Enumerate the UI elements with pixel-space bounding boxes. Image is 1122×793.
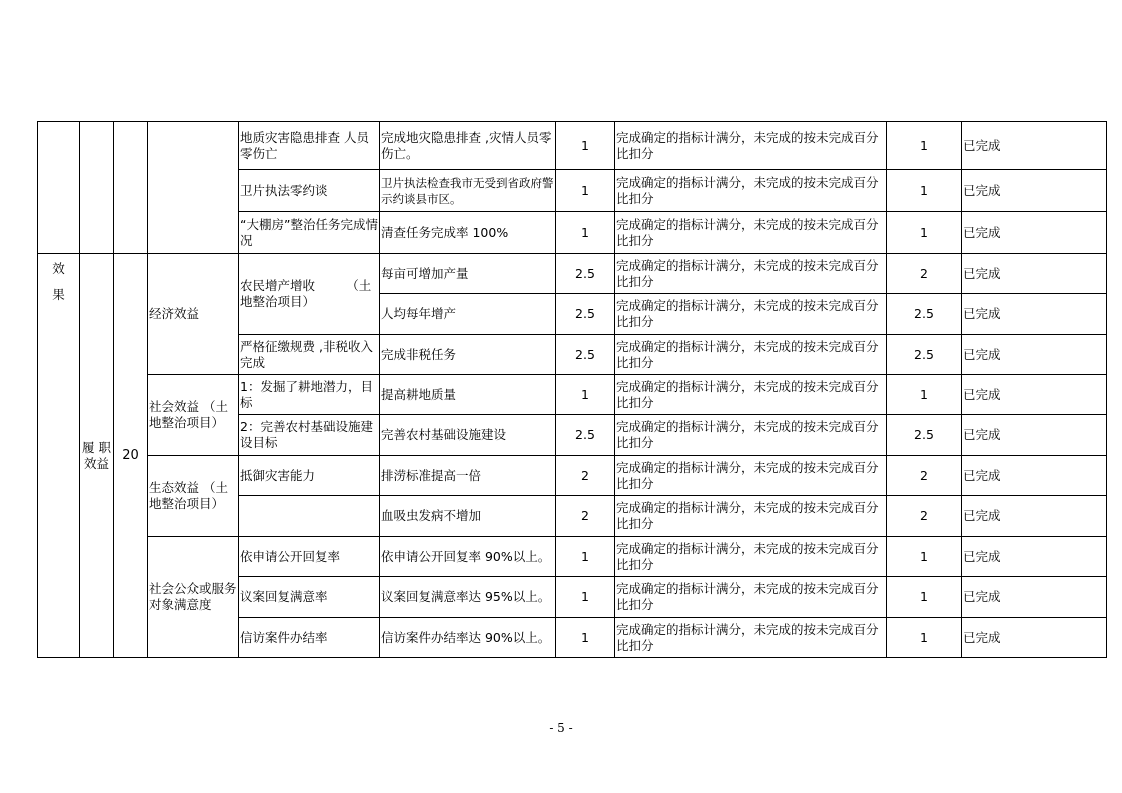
value-cell: 完善农村基础设施建设 [380, 415, 556, 456]
criteria-cell: 完成确定的指标计满分，未完成的按未完成百分比扣分 [615, 254, 887, 294]
cell-blank [114, 122, 148, 254]
weight-cell: 2.5 [556, 294, 615, 335]
level2-score-cell: 20 [114, 254, 148, 658]
weight-cell: 2 [556, 496, 615, 537]
weight-cell: 2 [556, 456, 615, 496]
table-row [38, 375, 1107, 415]
group-cell-social: 社会效益 （土地整治项目） [148, 375, 239, 456]
value-cell: 排涝标准提高一倍 [380, 456, 556, 496]
weight-cell: 1 [556, 375, 615, 415]
status-cell: 已完成 [962, 122, 1107, 170]
weight-cell: 1 [556, 537, 615, 577]
cell-blank [80, 122, 114, 254]
value-cell: 完成地灾隐患排查 ,灾情人员零伤亡。 [380, 122, 556, 170]
weight-cell: 2.5 [556, 254, 615, 294]
status-cell: 已完成 [962, 170, 1107, 212]
indicator-cell [239, 496, 380, 537]
indicator-cell: 1：发掘了耕地潜力，目标 [239, 375, 380, 415]
status-cell: 已完成 [962, 577, 1107, 618]
performance-table [37, 121, 1107, 658]
score-cell: 2.5 [887, 415, 962, 456]
indicator-cell: 2：完善农村基础设施建设目标 [239, 415, 380, 456]
weight-cell: 1 [556, 170, 615, 212]
score-cell: 2 [887, 456, 962, 496]
value-cell: 血吸虫发病不增加 [380, 496, 556, 537]
value-cell: 议案回复满意率达 95%以上。 [380, 577, 556, 618]
criteria-cell: 完成确定的指标计满分，未完成的按未完成百分比扣分 [615, 375, 887, 415]
cell-blank [148, 122, 239, 254]
indicator-cell: 抵御灾害能力 [239, 456, 380, 496]
page-number: - 5 - [549, 721, 573, 735]
weight-cell: 1 [556, 212, 615, 254]
table-row [38, 456, 1107, 496]
score-cell: 1 [887, 212, 962, 254]
weight-cell: 2.5 [556, 415, 615, 456]
status-cell: 已完成 [962, 212, 1107, 254]
indicator-cell: 卫片执法零约谈 [239, 170, 380, 212]
group-cell-ecological: 生态效益 （土地整治项目） [148, 456, 239, 537]
indicator-cell: 严格征缴规费 ,非税收入完成 [239, 335, 380, 375]
status-cell: 已完成 [962, 415, 1107, 456]
status-cell: 已完成 [962, 496, 1107, 537]
criteria-cell: 完成确定的指标计满分，未完成的按未完成百分比扣分 [615, 335, 887, 375]
criteria-cell: 完成确定的指标计满分，未完成的按未完成百分比扣分 [615, 456, 887, 496]
table-row [38, 122, 1107, 170]
criteria-cell: 完成确定的指标计满分，未完成的按未完成百分比扣分 [615, 122, 887, 170]
criteria-cell: 完成确定的指标计满分，未完成的按未完成百分比扣分 [615, 415, 887, 456]
value-cell: 信访案件办结率达 90%以上。 [380, 618, 556, 658]
value-cell: 依申请公开回复率 90%以上。 [380, 537, 556, 577]
status-cell: 已完成 [962, 375, 1107, 415]
level1-cell: 效 果 [38, 254, 80, 658]
table-row [38, 537, 1107, 577]
group-cell-economic: 经济效益 [148, 254, 239, 375]
criteria-cell: 完成确定的指标计满分，未完成的按未完成百分比扣分 [615, 212, 887, 254]
criteria-cell: 完成确定的指标计满分，未完成的按未完成百分比扣分 [615, 170, 887, 212]
value-cell: 人均每年增产 [380, 294, 556, 335]
value-cell: 完成非税任务 [380, 335, 556, 375]
table-row [38, 254, 1107, 294]
weight-cell: 1 [556, 618, 615, 658]
weight-cell: 1 [556, 577, 615, 618]
criteria-cell: 完成确定的指标计满分，未完成的按未完成百分比扣分 [615, 577, 887, 618]
criteria-cell: 完成确定的指标计满分，未完成的按未完成百分比扣分 [615, 537, 887, 577]
score-cell: 1 [887, 375, 962, 415]
status-cell: 已完成 [962, 618, 1107, 658]
score-cell: 1 [887, 170, 962, 212]
score-cell: 1 [887, 618, 962, 658]
score-cell: 1 [887, 537, 962, 577]
criteria-cell: 完成确定的指标计满分，未完成的按未完成百分比扣分 [615, 496, 887, 537]
level2-cell: 履 职 效益 [80, 254, 114, 658]
value-cell: 提高耕地质量 [380, 375, 556, 415]
value-cell: 清查任务完成率 100% [380, 212, 556, 254]
indicator-cell: 信访案件办结率 [239, 618, 380, 658]
score-cell: 2 [887, 254, 962, 294]
score-cell: 2.5 [887, 335, 962, 375]
indicator-cell: “大棚房”整治任务完成情况 [239, 212, 380, 254]
score-cell: 1 [887, 577, 962, 618]
criteria-cell: 完成确定的指标计满分，未完成的按未完成百分比扣分 [615, 618, 887, 658]
weight-cell: 2.5 [556, 335, 615, 375]
value-cell: 卫片执法检查我市无受到省政府警示约谈县市区。 [380, 170, 556, 212]
indicator-cell: 依申请公开回复率 [239, 537, 380, 577]
indicator-cell: 地质灾害隐患排查 人员零伤亡 [239, 122, 380, 170]
criteria-cell: 完成确定的指标计满分，未完成的按未完成百分比扣分 [615, 294, 887, 335]
score-cell: 1 [887, 122, 962, 170]
status-cell: 已完成 [962, 335, 1107, 375]
cell-blank [38, 122, 80, 254]
score-cell: 2 [887, 496, 962, 537]
score-cell: 2.5 [887, 294, 962, 335]
status-cell: 已完成 [962, 537, 1107, 577]
status-cell: 已完成 [962, 254, 1107, 294]
indicator-cell: 议案回复满意率 [239, 577, 380, 618]
status-cell: 已完成 [962, 294, 1107, 335]
group-cell-satisfaction: 社会公众或服务对象满意度 [148, 537, 239, 658]
weight-cell: 1 [556, 122, 615, 170]
value-cell: 每亩可增加产量 [380, 254, 556, 294]
indicator-cell: 农民增产增收 （土地整治项目） [239, 254, 380, 335]
status-cell: 已完成 [962, 456, 1107, 496]
